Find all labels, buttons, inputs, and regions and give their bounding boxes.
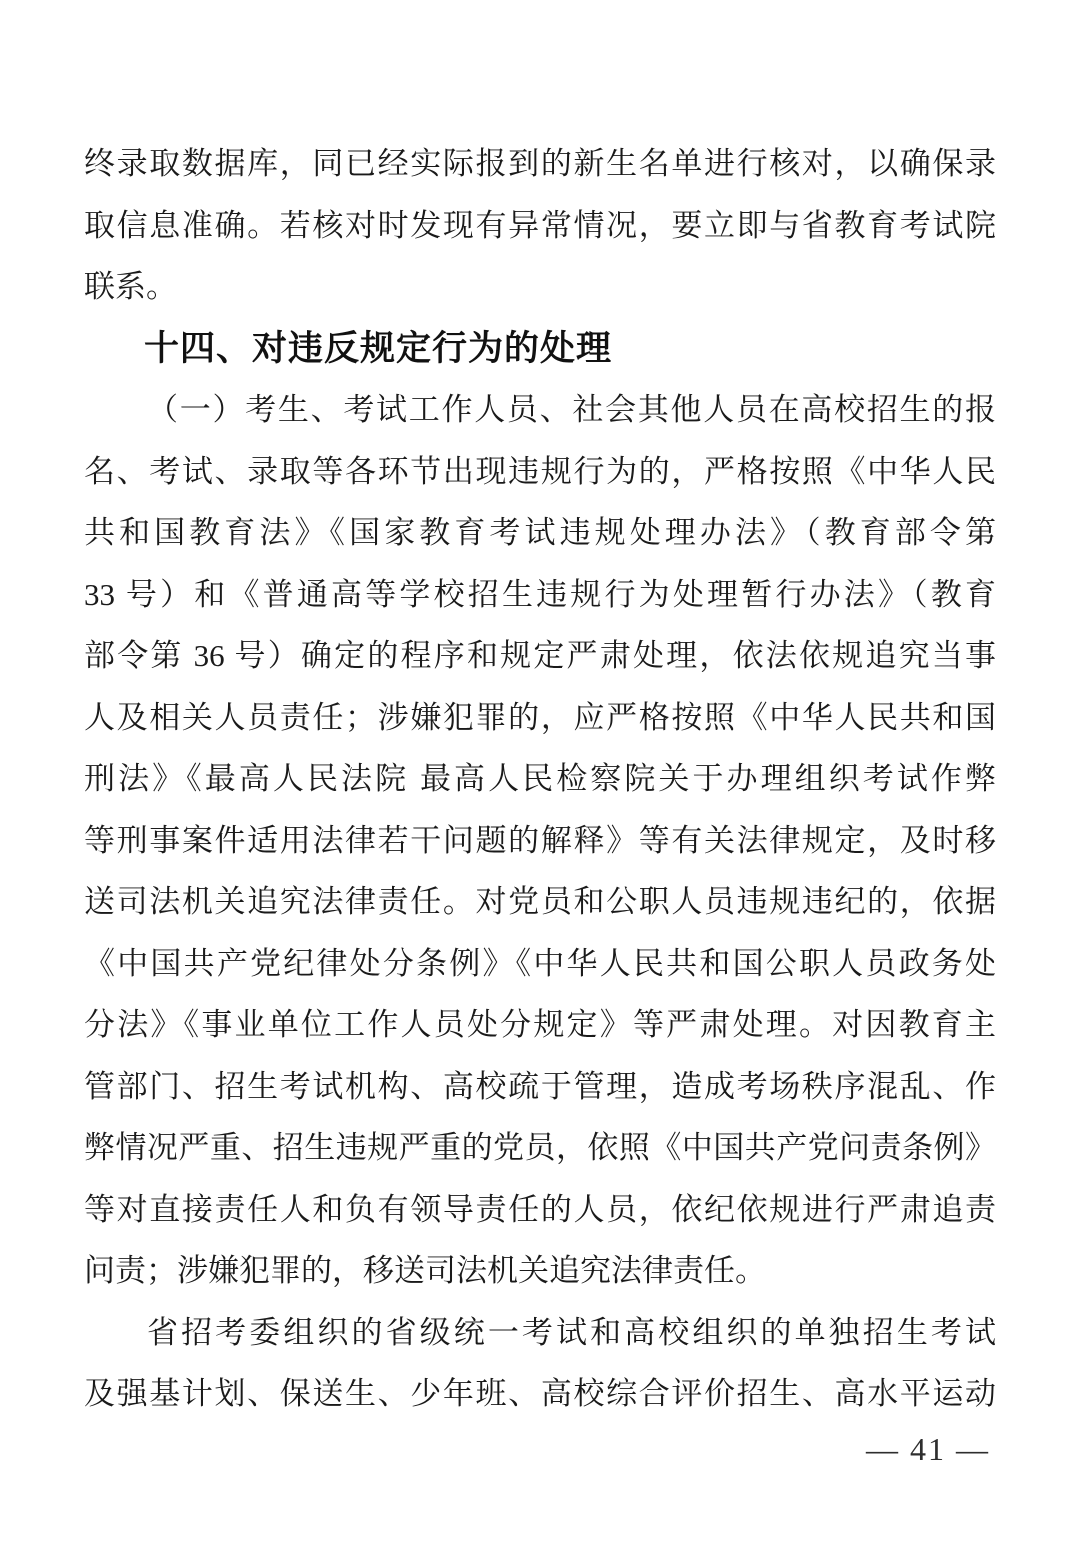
text-line: 名、考试、录取等各环节出现违规行为的，严格按照《中华人民 (84, 453, 996, 489)
text-line: 33 号）和《普通高等学校招生违规行为处理暂行办法》（教育 (84, 576, 996, 612)
text-line: 及强基计划、保送生、少年班、高校综合评价招生、高水平运动 (84, 1376, 996, 1411)
text-line: （一）考生、考试工作人员、社会其他人员在高校招生的报 (147, 392, 996, 427)
text-line: 等对直接责任人和负有领导责任的人员，依纪依规进行严肃追责 (84, 1191, 996, 1227)
text-line: 弊情况严重、招生违规严重的党员，依照《中国共产党问责条例》 (84, 1130, 996, 1165)
text-line: 《中国共产党纪律处分条例》《中华人民共和国公职人员政务处 (84, 945, 996, 981)
text-line: 终录取数据库，同已经实际报到的新生名单进行核对，以确保录 (84, 146, 996, 181)
text-line: 等刑事案件适用法律若干问题的解释》等有关法律规定，及时移 (84, 822, 996, 858)
text-line: 分法》《事业单位工作人员处分规定》等严肃处理。对因教育主 (84, 1007, 996, 1042)
page-footer (866, 1431, 990, 1468)
text-line: 刑法》《最高人民法院 最高人民检察院关于办理组织考试作弊 (84, 761, 996, 796)
text-line: 管部门、招生考试机构、高校疏于管理，造成考场秩序混乱、作 (84, 1068, 996, 1104)
text-line: 人及相关人员责任；涉嫌犯罪的，应严格按照《中华人民共和国 (84, 699, 996, 735)
document-body (84, 133, 996, 1425)
section-heading: 十四、对违反规定行为的处理 (144, 328, 613, 368)
text-line: 送司法机关追究法律责任。对党员和公职人员违规违纪的，依据 (84, 884, 996, 919)
text-line: 省招考委组织的省级统一考试和高校组织的单独招生考试 (147, 1314, 996, 1350)
text-line: 共和国教育法》《国家教育考试违规处理办法》（教育部令第 (84, 515, 996, 550)
text-line: 联系。 (84, 269, 177, 304)
text-line: 问责；涉嫌犯罪的，移送司法机关追究法律责任。 (84, 1253, 766, 1288)
text-line: 取信息准确。若核对时发现有异常情况，要立即与省教育考试院 (84, 207, 996, 243)
page-number: — 41 — (866, 1431, 990, 1467)
text-line: 部令第 36 号）确定的程序和规定严肃处理，依法依规追究当事 (84, 638, 996, 673)
